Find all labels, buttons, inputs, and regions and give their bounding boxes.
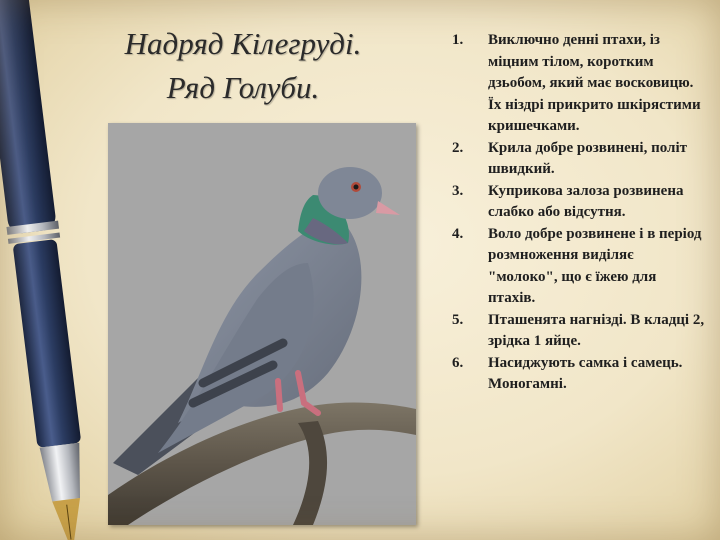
list-item: [444, 310, 706, 353]
list-item: [444, 224, 706, 310]
pigeon-photo: [108, 123, 416, 525]
list-item-number: 6.: [452, 354, 464, 371]
title-line-order: Ряд Голуби.: [166, 70, 320, 105]
list-item-text: Крила добре розвинені, політ швидкий.: [488, 139, 687, 177]
list-item-text: Куприкова залоза розвинена слабко або відсутня.: [488, 182, 684, 220]
list-item-number: 4.: [452, 225, 464, 242]
list-item-number: 5.: [452, 311, 464, 328]
list-item-number: 1.: [452, 32, 464, 48]
slide-title: [78, 22, 408, 110]
facts-list: [444, 30, 706, 396]
list-item-number: 2.: [452, 139, 464, 156]
list-item: [444, 181, 706, 224]
list-item-text: Воло добре розвинене і в період розмноження виділяє "молоко", що є їжею для птахів.: [488, 225, 702, 306]
list-item-text: Виключно денні птахи, із міцним тілом, коротким дзьобом, який має восковицю. Їх ніздрі прикрито шкірястими кришечками.: [488, 32, 701, 134]
title-line-superorder: Надряд Кілегруді.: [124, 26, 362, 61]
list-item: [444, 353, 706, 396]
list-item: [444, 30, 706, 138]
list-item-number: 3.: [452, 182, 464, 199]
list-item-text: Пташенята нагнізді. В кладці 2, зрідка 1 яйце.: [488, 311, 705, 349]
list-item: [444, 138, 706, 181]
list-item-text: Насиджують самка і самець. Моногамні.: [488, 354, 683, 392]
